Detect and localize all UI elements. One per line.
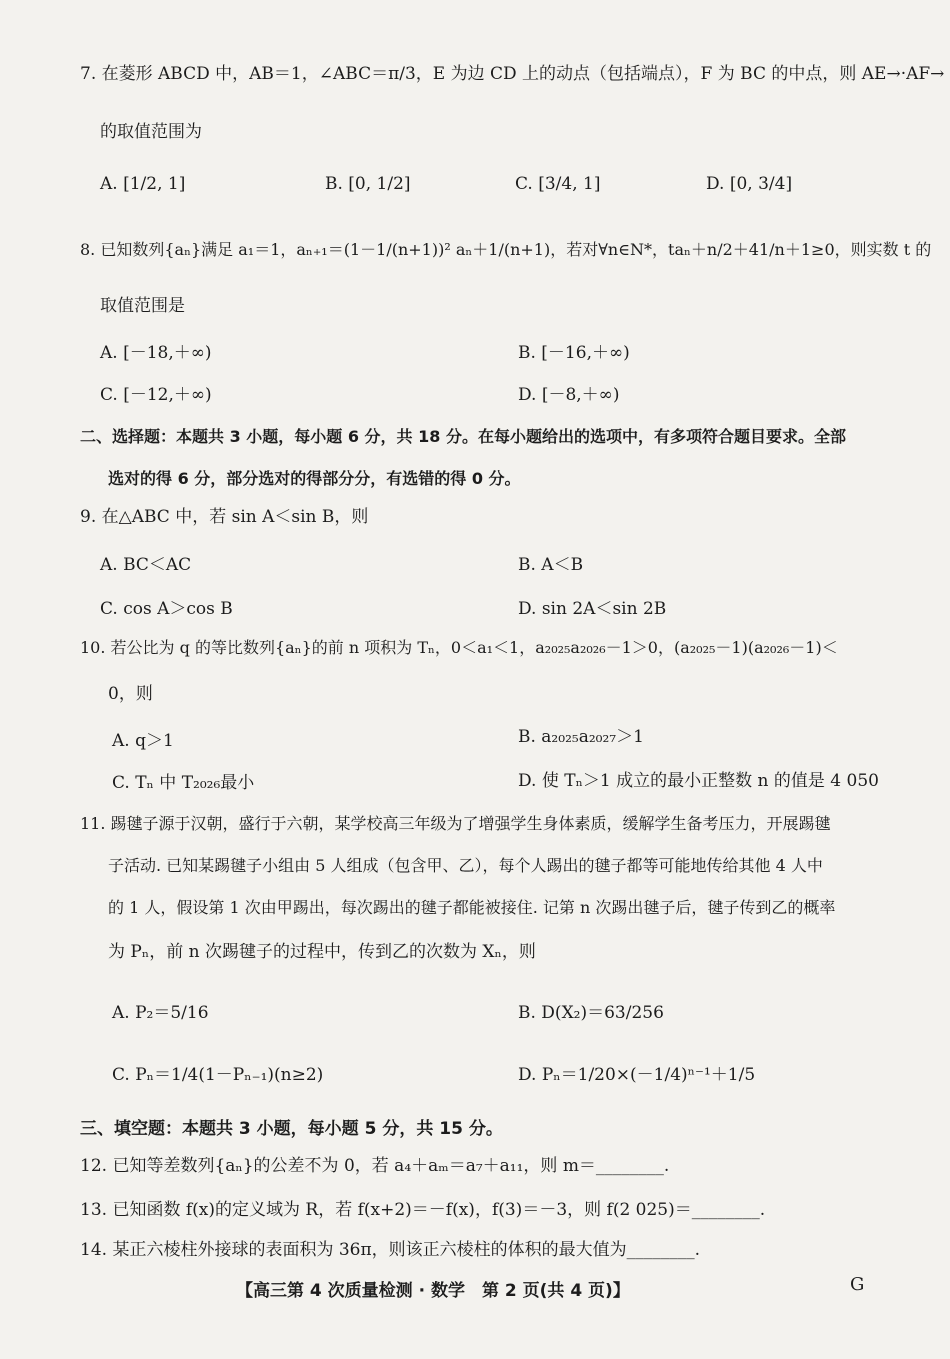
q8-option-a: A. [－18,＋∞) [100,343,212,363]
q7-stem: 7. 在菱形 ABCD 中，AB＝1，∠ABC＝π/3，E 为边 CD 上的动点（包括端点），F 为 BC 的中点，则 AE→·AF→ [80,64,945,84]
q8-option-b: B. [－16,＋∞) [518,343,630,363]
q10-option-d: D. 使 Tₙ＞1 成立的最小正整数 n 的值是 4 050 [518,771,879,791]
corner-mark: G [850,1274,865,1295]
q11-stem: 11. 踢毽子源于汉朝，盛行于六朝，某学校高三年级为了增强学生身体素质，缓解学生备考压力，开展踢毽 [80,814,831,833]
q11-stem-cont-2: 的 1 人，假设第 1 次由甲踢出，每次踢出的毽子都能被接住. 记第 n 次踢出毽子后，毽子传到乙的概率 [108,898,836,917]
section-2-header: 二、选择题：本题共 3 小题，每小题 6 分，共 18 分。在每小题给出的选项中，有多项符合题目要求。全部 [80,427,846,446]
q10-option-c: C. Tₙ 中 T₂₀₂₆最小 [112,773,255,793]
q13-stem: 13. 已知函数 f(x)的定义域为 R，若 f(x+2)＝－f(x)，f(3)＝－3，则 f(2 025)＝________. [80,1200,766,1220]
q14-stem: 14. 某正六棱柱外接球的表面积为 36π，则该正六棱柱的体积的最大值为________. [80,1240,701,1260]
q7-option-c: C. [3/4, 1] [515,174,601,194]
q10-stem-cont: 0，则 [108,684,153,704]
q8-option-d: D. [－8,＋∞) [518,385,620,405]
q8-option-c: C. [－12,＋∞) [100,385,212,405]
q10-stem: 10. 若公比为 q 的等比数列{aₙ}的前 n 项积为 Tₙ，0＜a₁＜1，a₂₀₂₅a₂₀₂₆－1＞0，(a₂₀₂₅－1)(a₂₀₂₆－1)＜ [80,638,838,657]
q8-stem: 8. 已知数列{aₙ}满足 a₁＝1，aₙ₊₁＝(1－1/(n+1))² aₙ＋1/(n+1)，若对∀n∈N*，taₙ＋n/2＋41/n＋1≥0，则实数 t 的 [80,240,932,259]
q10-option-a: A. q＞1 [112,731,174,751]
page-footer: 【高三第 4 次质量检测 · 数学 第 2 页(共 4 页)】 [236,1281,630,1301]
q7-option-d: D. [0, 3/4] [706,174,793,194]
q9-option-a: A. BC＜AC [100,555,192,575]
q11-stem-cont-1: 子活动. 已知某踢毽子小组由 5 人组成（包含甲、乙），每个人踢出的毽子都等可能地传给其他 4 人中 [108,856,823,875]
q7-option-b: B. [0, 1/2] [325,174,411,194]
q9-stem: 9. 在△ABC 中，若 sin A＜sin B，则 [80,507,369,527]
q11-option-d: D. Pₙ＝1/20×(－1/4)ⁿ⁻¹＋1/5 [518,1065,756,1085]
q10-option-b: B. a₂₀₂₅a₂₀₂₇＞1 [518,727,644,747]
q9-option-d: D. sin 2A＜sin 2B [518,599,667,619]
q9-option-b: B. A＜B [518,555,584,575]
q11-option-b: B. D(X₂)＝63/256 [518,1003,664,1023]
q11-option-c: C. Pₙ＝1/4(1－Pₙ₋₁)(n≥2) [112,1065,324,1085]
q12-stem: 12. 已知等差数列{aₙ}的公差不为 0，若 a₄＋aₘ＝a₇＋a₁₁，则 m＝________. [80,1156,670,1176]
q11-option-a: A. P₂＝5/16 [112,1003,209,1023]
q7-stem-cont: 的取值范围为 [100,122,202,142]
q7-option-a: A. [1/2, 1] [100,174,186,194]
q11-stem-cont-3: 为 Pₙ，前 n 次踢毽子的过程中，传到乙的次数为 Xₙ，则 [108,942,536,962]
q9-option-c: C. cos A＞cos B [100,599,233,619]
section-2-header-cont: 选对的得 6 分，部分选对的得部分分，有选错的得 0 分。 [108,469,521,488]
q8-stem-cont: 取值范围是 [100,296,185,316]
section-3-header: 三、填空题：本题共 3 小题，每小题 5 分，共 15 分。 [80,1119,503,1139]
